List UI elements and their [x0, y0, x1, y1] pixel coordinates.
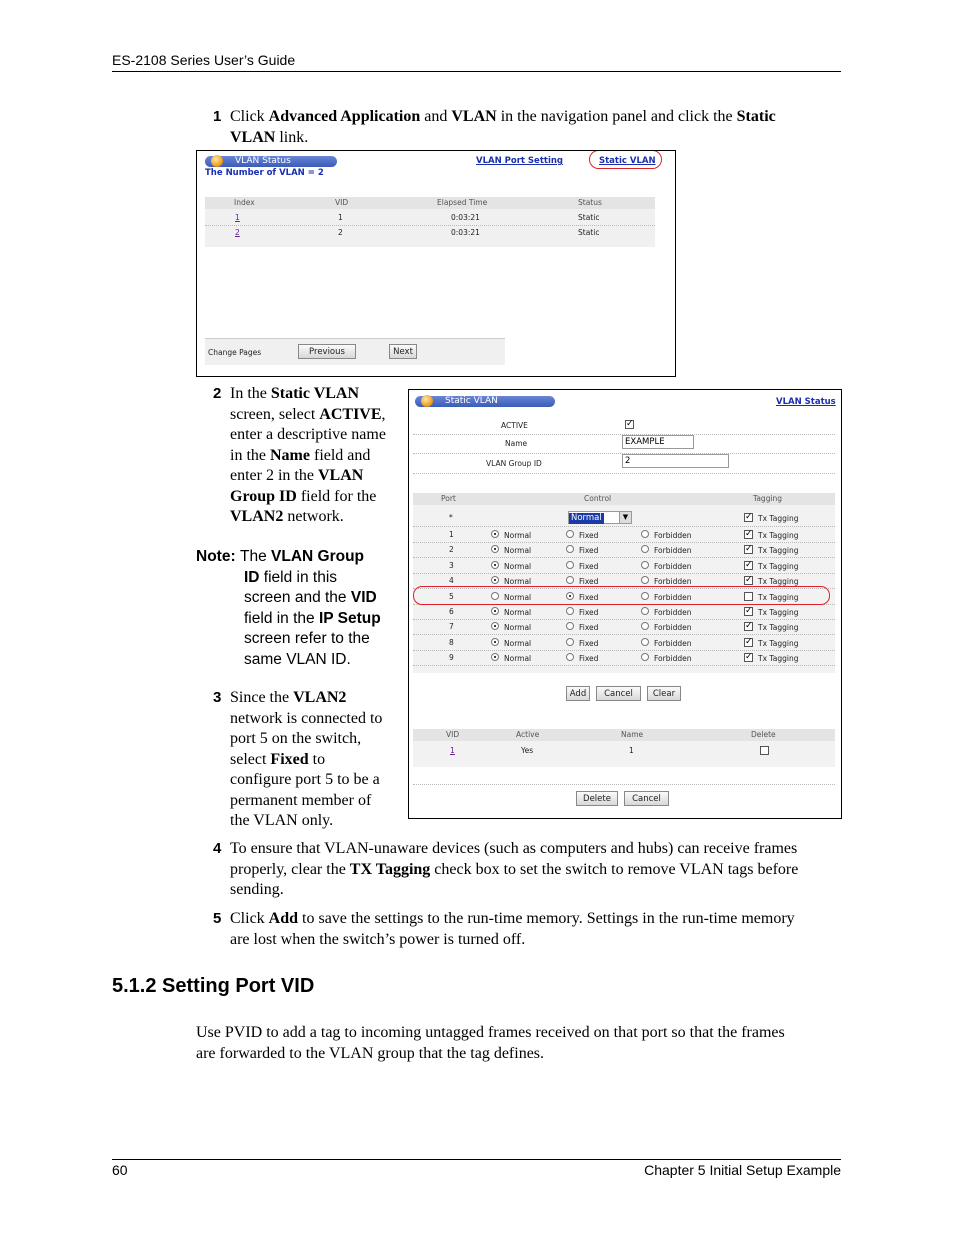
- header-rule: [112, 71, 841, 72]
- table-header: [205, 197, 655, 209]
- static-vlan-title-bar: Static VLAN: [415, 396, 555, 407]
- col-name: Name: [621, 730, 644, 739]
- all-tx-tagging-label: Tx Tagging: [758, 514, 799, 523]
- tx-tagging-checkbox[interactable]: ✓: [745, 652, 753, 662]
- step-1-number: 1: [213, 108, 222, 125]
- forbidden-label: Forbidden: [654, 593, 692, 602]
- forbidden-radio[interactable]: [641, 638, 649, 646]
- name-field[interactable]: EXAMPLE: [622, 435, 694, 449]
- port-table-header: [413, 493, 835, 505]
- highlight-ellipse: [413, 586, 830, 605]
- forbidden-radio[interactable]: [641, 545, 649, 553]
- fixed-label: Fixed: [579, 546, 599, 555]
- row-time: 0:03:21: [451, 228, 480, 237]
- row-divider: [413, 634, 835, 635]
- row-index-link[interactable]: 2: [235, 228, 240, 237]
- tx-tagging-label: Tx Tagging: [758, 562, 799, 571]
- pager-bar: [205, 338, 505, 365]
- forbidden-label: Forbidden: [654, 531, 692, 540]
- orb-icon: [421, 395, 433, 407]
- tx-tagging-label: Tx Tagging: [758, 639, 799, 648]
- row-status: Static: [578, 228, 600, 237]
- page-number: 60: [112, 1162, 128, 1178]
- footer-rule: [112, 1159, 841, 1160]
- port-number: 2: [449, 545, 454, 554]
- tx-tagging-label: Tx Tagging: [758, 623, 799, 632]
- forbidden-label: Forbidden: [654, 654, 692, 663]
- normal-label: Normal: [504, 577, 532, 586]
- vlan-group-id-label: VLAN Group ID: [486, 459, 542, 468]
- control-select[interactable]: Normal ▼: [568, 511, 632, 524]
- fixed-label: Fixed: [579, 593, 599, 602]
- tx-tagging-checkbox[interactable]: ✓: [745, 621, 753, 631]
- row-divider: [413, 619, 835, 620]
- cancel-button[interactable]: Cancel: [596, 686, 641, 701]
- forbidden-label: Forbidden: [654, 562, 692, 571]
- table-body: [205, 209, 655, 247]
- forbidden-label: Forbidden: [654, 577, 692, 586]
- step-3-number: 3: [213, 689, 222, 706]
- note-label: Note:: [196, 548, 236, 565]
- vlan-group-id-field[interactable]: 2: [622, 454, 729, 468]
- port-number: 6: [449, 607, 454, 616]
- row-vid: 2: [338, 228, 343, 237]
- col-port: Port: [441, 494, 456, 503]
- tx-tagging-label: Tx Tagging: [758, 608, 799, 617]
- name-label: Name: [505, 439, 528, 448]
- normal-radio[interactable]: [491, 638, 499, 646]
- col-control: Control: [584, 494, 612, 503]
- vlan-status-screenshot: [196, 150, 676, 377]
- tx-tagging-checkbox[interactable]: ✓: [745, 544, 753, 554]
- forbidden-label: Forbidden: [654, 546, 692, 555]
- normal-radio[interactable]: [491, 561, 499, 569]
- port-number: 5: [449, 592, 454, 601]
- forbidden-radio[interactable]: [641, 622, 649, 630]
- forbidden-label: Forbidden: [654, 608, 692, 617]
- row-divider: [413, 665, 835, 666]
- static-vlan-link[interactable]: Static VLAN: [599, 156, 656, 166]
- fixed-radio[interactable]: [566, 576, 574, 584]
- vlan-table-header: [413, 729, 835, 741]
- fixed-radio[interactable]: [566, 561, 574, 569]
- normal-radio[interactable]: [491, 653, 499, 661]
- normal-radio[interactable]: [491, 576, 499, 584]
- row-divider: [413, 557, 835, 558]
- delete-button[interactable]: Delete: [576, 791, 618, 806]
- vlan-port-setting-link[interactable]: VLAN Port Setting: [476, 156, 563, 166]
- vid-link[interactable]: 1: [450, 746, 455, 755]
- col-index: Index: [234, 198, 255, 207]
- forbidden-label: Forbidden: [654, 623, 692, 632]
- fixed-label: Fixed: [579, 623, 599, 632]
- forbidden-radio[interactable]: [641, 576, 649, 584]
- step-2-text: In the Static VLAN screen, select ACTIVE, enter a descriptive name in the Name field and enter 2 in the VLAN Group ID field for the VLAN2 network.: [230, 385, 386, 525]
- step-3-text: Since the VLAN2 network is connected to port 5 on the switch, select Fixed to configure port 5 to be a permanent member of the VLAN only.: [230, 689, 383, 829]
- row-status: Static: [578, 213, 600, 222]
- fixed-label: Fixed: [579, 608, 599, 617]
- normal-label: Normal: [504, 593, 532, 602]
- step-1-text: Click Advanced Application and VLAN in the navigation panel and click the Static VLAN link.: [230, 108, 776, 146]
- section-heading: 5.1.2 Setting Port VID: [112, 975, 315, 997]
- row-time: 0:03:21: [451, 213, 480, 222]
- fixed-radio[interactable]: [566, 622, 574, 630]
- active-label: ACTIVE: [501, 421, 528, 430]
- col-active: Active: [516, 730, 540, 739]
- active-checkbox[interactable]: ✓: [626, 419, 634, 429]
- fixed-radio[interactable]: [566, 530, 574, 538]
- fixed-label: Fixed: [579, 654, 599, 663]
- step-4-number: 4: [213, 840, 222, 857]
- step-4-text: To ensure that VLAN-unaware devices (such as computers and hubs) can receive frames properly, clear the TX Tagging check box to set the switch to remove VLAN tags before sending.: [230, 840, 799, 898]
- forbidden-radio[interactable]: [641, 653, 649, 661]
- running-header: ES-2108 Series User’s Guide: [112, 52, 296, 68]
- change-pages-label: Change Pages: [208, 348, 262, 357]
- tx-tagging-label: Tx Tagging: [758, 577, 799, 586]
- normal-label: Normal: [504, 531, 532, 540]
- col-elapsed-time: Elapsed Time: [437, 198, 488, 207]
- forbidden-radio[interactable]: [641, 561, 649, 569]
- port-number: 1: [449, 530, 454, 539]
- highlight-circle: [589, 150, 662, 169]
- tx-tagging-label: Tx Tagging: [758, 593, 799, 602]
- col-delete: Delete: [751, 730, 776, 739]
- tx-tagging-checkbox[interactable]: ✓: [745, 560, 753, 570]
- forbidden-radio[interactable]: [641, 607, 649, 615]
- fixed-label: Fixed: [579, 531, 599, 540]
- port-number: 4: [449, 576, 454, 585]
- normal-label: Normal: [504, 654, 532, 663]
- tx-tagging-checkbox[interactable]: ✓: [745, 637, 753, 647]
- fixed-radio[interactable]: [566, 638, 574, 646]
- port-number: 8: [449, 638, 454, 647]
- clear-button[interactable]: Clear: [647, 686, 681, 701]
- step-5-number: 5: [213, 910, 222, 927]
- static-vlan-screenshot: [408, 389, 842, 819]
- normal-radio[interactable]: [491, 530, 499, 538]
- row-divider: [413, 650, 835, 651]
- tx-tagging-checkbox[interactable]: ✓: [745, 529, 753, 539]
- row-divider: [413, 573, 835, 574]
- row-index-link[interactable]: 1: [235, 213, 240, 222]
- fixed-radio[interactable]: [566, 607, 574, 615]
- fixed-label: Fixed: [579, 639, 599, 648]
- previous-button[interactable]: Previous: [298, 344, 356, 359]
- tx-tagging-checkbox[interactable]: ✓: [745, 575, 753, 585]
- port-number: 7: [449, 622, 454, 631]
- step-2-number: 2: [213, 385, 222, 402]
- vlan-count: The Number of VLAN = 2: [205, 168, 324, 178]
- fixed-label: Fixed: [579, 562, 599, 571]
- orb-icon: [211, 155, 223, 167]
- fixed-radio[interactable]: [566, 545, 574, 553]
- tx-tagging-checkbox[interactable]: ✓: [745, 606, 753, 616]
- row-vid: 1: [338, 213, 343, 222]
- fixed-label: Fixed: [579, 577, 599, 586]
- port-number: 9: [449, 653, 454, 662]
- row-divider: [413, 784, 835, 785]
- forbidden-label: Forbidden: [654, 639, 692, 648]
- tx-tagging-label: Tx Tagging: [758, 654, 799, 663]
- fixed-radio[interactable]: [566, 653, 574, 661]
- chevron-down-icon[interactable]: ▼: [619, 512, 631, 523]
- vlan-table-body: [413, 741, 835, 767]
- normal-radio[interactable]: [491, 622, 499, 630]
- add-button[interactable]: Add: [566, 686, 590, 701]
- step-5-text: Click Add to save the settings to the run-time memory. Settings in the run-time memory are lost when the switch’s power is turned off.: [230, 910, 795, 948]
- normal-label: Normal: [504, 608, 532, 617]
- note-text: The VLAN Group ID field in this screen and the VID field in the IP Setup screen refer to the same VLAN ID.: [240, 548, 381, 668]
- normal-radio[interactable]: [491, 607, 499, 615]
- section-paragraph: Use PVID to add a tag to incoming untagged frames received on that port so that the frames are forwarded to the VLAN group that the tag defines.: [196, 1024, 785, 1062]
- col-tagging: Tagging: [753, 494, 783, 503]
- normal-label: Normal: [504, 623, 532, 632]
- all-ports-star: *: [449, 513, 453, 522]
- vlan-status-link[interactable]: VLAN Status: [776, 397, 836, 407]
- normal-label: Normal: [504, 562, 532, 571]
- col-vid: VID: [335, 198, 349, 207]
- next-button[interactable]: Next: [389, 344, 417, 359]
- port-number: 3: [449, 561, 454, 570]
- form-divider: [413, 473, 835, 474]
- tx-tagging-label: Tx Tagging: [758, 546, 799, 555]
- normal-label: Normal: [504, 639, 532, 648]
- chapter-title: Chapter 5 Initial Setup Example: [644, 1162, 841, 1178]
- delete-checkbox[interactable]: [760, 746, 769, 755]
- cancel-delete-button[interactable]: Cancel: [624, 791, 669, 806]
- tx-tagging-label: Tx Tagging: [758, 531, 799, 540]
- normal-radio[interactable]: [491, 545, 499, 553]
- name-value: 1: [629, 746, 634, 755]
- row-divider: [205, 225, 655, 226]
- row-divider: [413, 542, 835, 543]
- all-tx-tagging-checkbox[interactable]: ✓: [745, 512, 753, 522]
- col-status: Status: [578, 198, 602, 207]
- vlan-status-title-bar: VLAN Status: [205, 156, 337, 167]
- normal-label: Normal: [504, 546, 532, 555]
- forbidden-radio[interactable]: [641, 530, 649, 538]
- active-value: Yes: [521, 746, 534, 755]
- row-divider: [413, 526, 835, 527]
- col-vid: VID: [446, 730, 460, 739]
